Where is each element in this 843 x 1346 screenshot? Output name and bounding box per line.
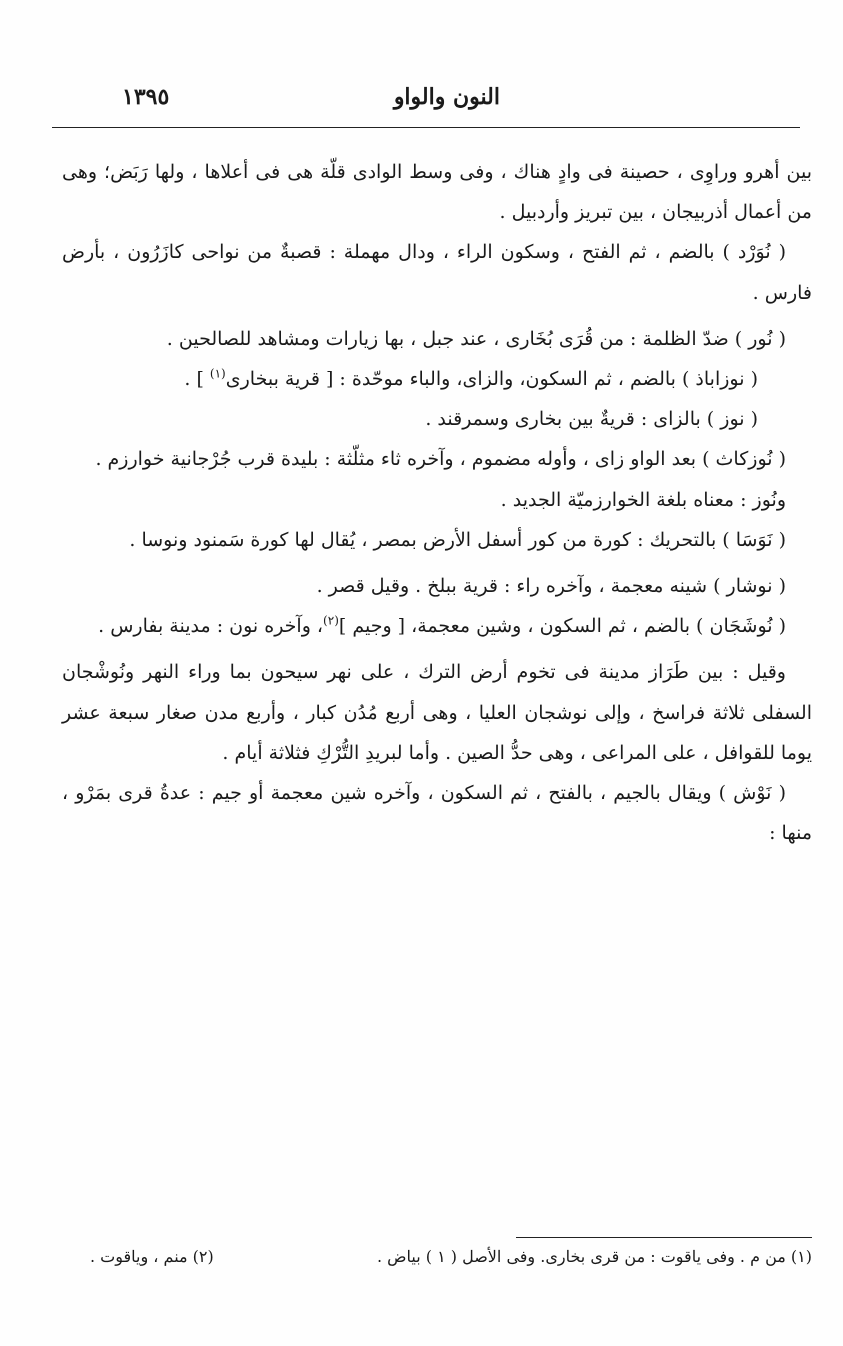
entry-nur: [62, 319, 812, 359]
running-title: النون والواو: [393, 84, 500, 110]
entry-nawsh: [62, 773, 812, 853]
entry-nuz-meaning: [62, 480, 812, 520]
entry-nushar-text: ( نوشار ) شينه معجمة ، وآخره راء : قرية ببلخ . وقيل قصر .: [316, 575, 786, 598]
entry-nuzabadh: [62, 359, 812, 399]
entry-nuzkath-text: ( نُوزكاث ) بعد الواو زاى ، وأوله مضموم ، وآخره ثاء مثلّثة : بليدة قرب جُرْجانية خوارزم .: [95, 448, 786, 471]
page-header: [52, 84, 800, 124]
footnote-mark-1: (١): [209, 366, 226, 381]
header-rule: [52, 127, 800, 128]
footnote-mark-2: (٢): [323, 613, 339, 628]
entry-nawasa-text: ( نَوَسَا ) بالتحريك : كورة من كور أسفل الأرض بمصر ، يُقال لها كورة سَمنود ونوسا .: [129, 528, 786, 551]
entry-nuward: [62, 232, 812, 312]
footnote-2: (٢) منم ، وياقوت .: [90, 1247, 214, 1266]
paragraph-1-text: بين أهرو وراوِى ، حصينة فى وادٍ هناك ، وفى وسط الوادى قلّة هى فى أعلاها ، ولها رَبَض؛ وهى من أعمال أذربيجان ، بين تبريز وأردبيل .: [62, 161, 812, 224]
page-number: ١٣٩٥: [122, 84, 170, 110]
paragraph-1: [62, 152, 812, 232]
entry-nushar: [62, 566, 812, 606]
entry-nawsh-text: ( نَوْش ) ويقال بالجيم ، بالفتح ، ثم السكون ، وآخره شين معجمة أو جيم : عدةُ قرى بمَرْو ، منها :: [62, 782, 812, 845]
entry-nushajan-tail: ، وآخره نون : مدينة بفارس .: [98, 615, 324, 638]
entry-nuzabadh-text: ( نوزاباذ ) بالضم ، ثم السكون، والزاى، والباء موحّدة : [ قرية ببخارى: [225, 368, 758, 391]
main-text: [62, 152, 812, 853]
entry-nuz-meaning-text: ونُوز : معناه بلغة الخوارزميّة الجديد .: [500, 488, 786, 511]
entry-nuz-text: ( نوز ) بالزاى : قريةٌ بين بخارى وسمرقند .: [425, 408, 758, 431]
entry-nuzabadh-tail: ] .: [184, 368, 210, 391]
entry-nushajan: [62, 606, 812, 646]
entry-taraz: [62, 652, 812, 773]
entry-nushajan-text: ( نُوشَجَان ) بالضم ، ثم السكون ، وشين معجمة، [ وجيم ]: [338, 615, 786, 638]
entry-nuward-text: ( نُوَرْد ) بالضم ، ثم الفتح ، وسكون الراء ، ودال مهملة : قصبةٌ من نواحى كازَرُون ، بأرض فارس .: [62, 241, 812, 304]
footnote-1: (١) من م . وفى ياقوت : من قرى بخارى. وفى الأصل ( ١ ) بياض .: [376, 1247, 812, 1266]
entry-nuzkath: [62, 439, 812, 479]
entry-taraz-text: وقيل : بين طَرَاز مدينة فى تخوم أرض الترك ، على نهر سيحون بما وراء النهر ونُوشْجان السفلى ثلاثة فراسخ ، وإلى نوشجان العليا ، وهى أربع مُدُن كبار ، وأربع مدن صغار سبعة عشر يوما للقوافل ، على المراعى ، وهى حدُّ الصين . وأما لبريدِ التُّرْكِ فثلاثة أيام .: [62, 661, 812, 764]
footnote-rule: [516, 1237, 812, 1238]
entry-nuz: [62, 399, 812, 439]
entry-nawasa: [62, 520, 812, 560]
entry-nur-text: ( نُور ) ضدّ الظلمة : من قُرَى بُخَارى ، عند جبل ، بها زيارات ومشاهد للصالحين .: [166, 327, 786, 350]
